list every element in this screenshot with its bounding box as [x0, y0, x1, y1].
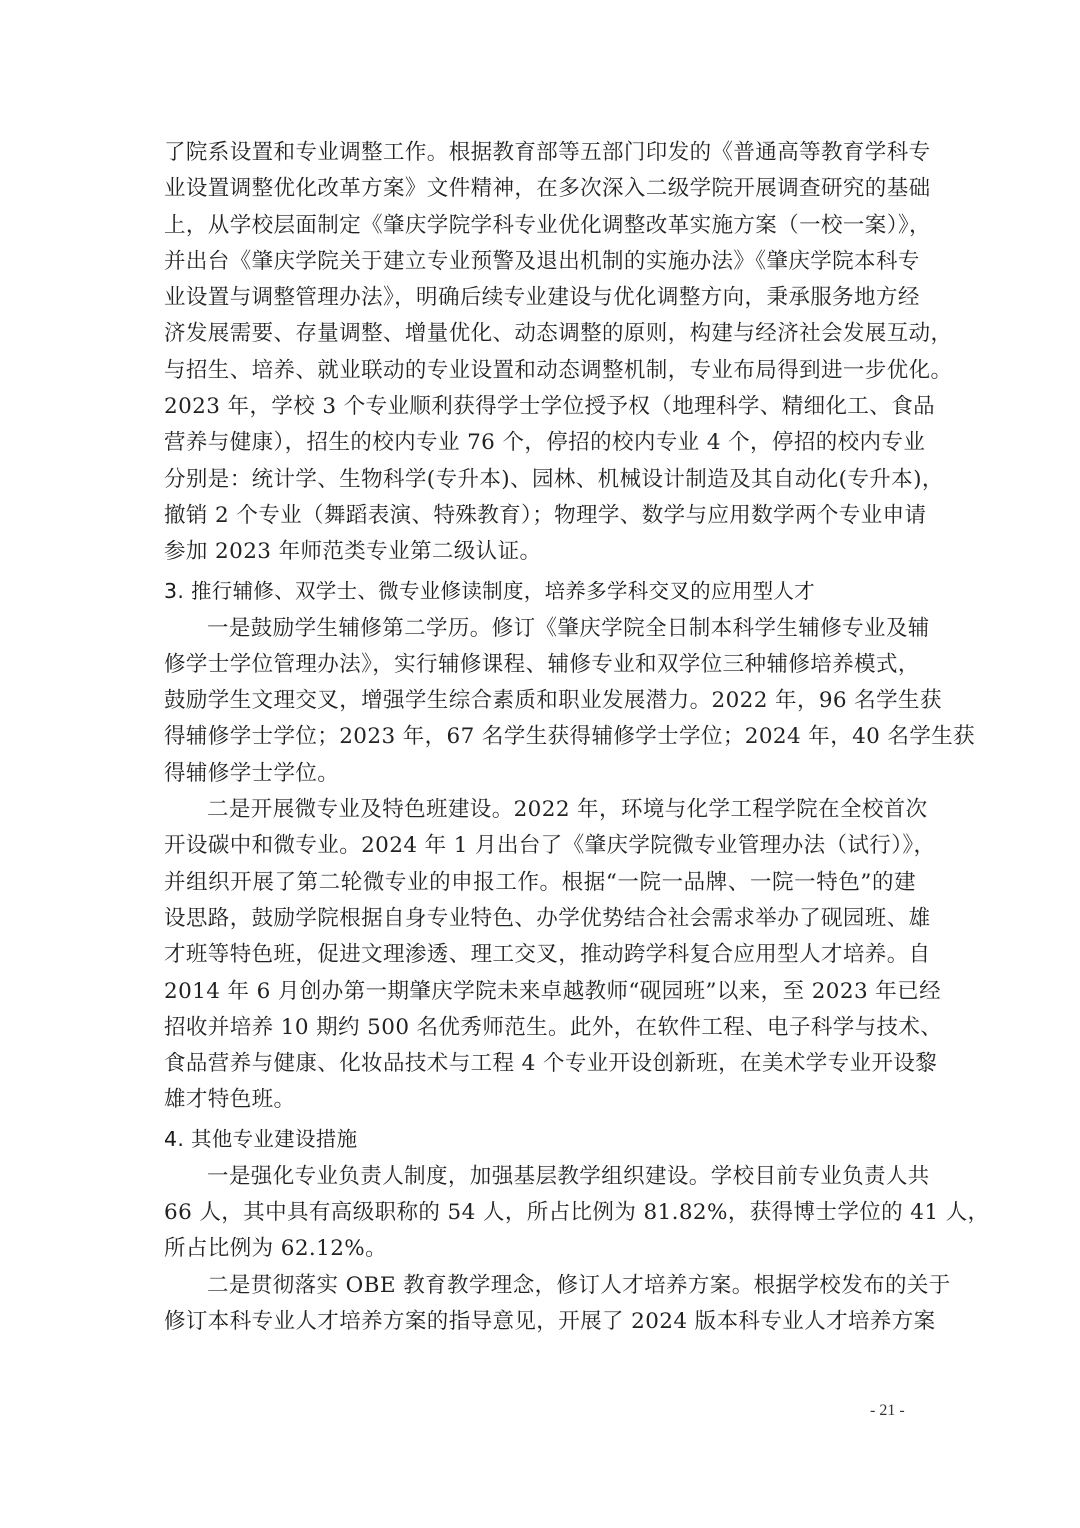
- paragraph-major-leaders: [164, 1159, 990, 1268]
- text-line: 鼓励学生文理交叉，增强学生综合素质和职业发展潜力。2022 年，96 名学生获: [164, 688, 942, 714]
- text-line: 二是贯彻落实 OBE 教育教学理念，修订人才培养方案。根据学校发布的关于: [207, 1272, 951, 1298]
- paragraph-major-adjustment: [164, 135, 953, 571]
- text-line: 66 人，其中具有高级职称的 54 人，所占比例为 81.82%，获得博士学位的 41 人，: [164, 1200, 990, 1226]
- text-line: 了院系设置和专业调整工作。根据教育部等五部门印发的《普通高等教育学科专: [164, 140, 931, 165]
- text-line: 并出台《肇庆学院关于建立专业预警及退出机制的实施办法》《肇庆学院本科专: [164, 248, 920, 274]
- paragraph-obe-training-plan: [164, 1268, 951, 1341]
- text-line: 招收并培养 10 期约 500 名优秀师范生。此外，在软件工程、电子科学与技术、: [164, 1014, 943, 1040]
- section-heading-4: 4. 其他专业建设措施: [164, 1126, 358, 1151]
- document-page: [164, 135, 990, 1340]
- text-line: 二是开展微专业及特色班建设。2022 年，环境与化学工程学院在全校首次: [207, 797, 928, 823]
- text-line: 2014 年 6 月创办第一期肇庆学院未来卓越教师“砚园班”以来，至 2023 年已经: [164, 978, 941, 1004]
- paragraph-minor-degree: [164, 611, 976, 792]
- text-line: 修学士学位管理办法》，实行辅修课程、辅修专业和双学位三种辅修培养模式，: [164, 651, 920, 677]
- text-line: 一是鼓励学生辅修第二学历。修订《肇庆学院全日制本科学生辅修专业及辅: [207, 615, 930, 641]
- text-line: 设思路，鼓励学院根据自身专业特色、办学优势结合社会需求举办了砚园班、雄: [164, 905, 931, 931]
- text-line: 业设置调整优化改革方案》文件精神，在多次深入二级学院开展调查研究的基础: [164, 176, 931, 202]
- text-line: 撤销 2 个专业（舞蹈表演、特殊教育）；物理学、数学与应用数学两个专业申请: [164, 502, 927, 528]
- text-line: 得辅修学士学位；2023 年，67 名学生获得辅修学士学位；2024 年，40 名学生获: [164, 724, 976, 750]
- text-line: 参加 2023 年师范类专业第二级认证。: [164, 539, 542, 565]
- section-heading-3: 3. 推行辅修、双学士、微专业修读制度，培养多学科交叉的应用型人才: [164, 578, 815, 603]
- text-line: 业设置与调整管理办法》，明确后续专业建设与优化调整方向，秉承服务地方经: [164, 285, 920, 311]
- paragraph-micro-major: [164, 792, 943, 1119]
- text-line: 济发展需要、存量调整、增量优化、动态调整的原则，构建与经济社会发展互动，: [164, 321, 953, 347]
- text-line: 雄才特色班。: [164, 1087, 296, 1113]
- text-line: 2023 年，学校 3 个专业顺利获得学士学位授予权（地理科学、精细化工、食品: [164, 394, 936, 420]
- page-number: - 21 -: [870, 1402, 905, 1419]
- text-line: 修订本科专业人才培养方案的指导意见，开展了 2024 版本科专业人才培养方案: [164, 1308, 936, 1334]
- text-line: 分别是：统计学、生物科学(专升本)、园林、机械设计制造及其自动化(专升本)，: [164, 466, 944, 492]
- text-line: 开设碳中和微专业。2024 年 1 月出台了《肇庆学院微专业管理办法（试行）》，: [164, 833, 936, 859]
- text-line: 与招生、培养、就业联动的专业设置和动态调整机制，专业布局得到进一步优化。: [164, 357, 953, 383]
- text-line: 得辅修学士学位。: [164, 760, 340, 786]
- text-line: 一是强化专业负责人制度，加强基层教学组织建设。学校目前专业负责人共: [207, 1163, 930, 1189]
- text-line: 营养与健康），招生的校内专业 76 个，停招的校内专业 4 个，停招的校内专业: [164, 430, 926, 456]
- text-line: 才班等特色班，促进文理渗透、理工交叉，推动跨学科复合应用型人才培养。自: [164, 942, 931, 968]
- text-line: 上，从学校层面制定《肇庆学院学科专业优化调整改革实施方案（一校一案）》，: [164, 212, 931, 238]
- text-line: 并组织开展了第二轮微专业的申报工作。根据“一院一品牌、一院一特色”的建: [164, 869, 916, 895]
- text-line: 食品营养与健康、化妆品技术与工程 4 个专业开设创新班，在美术学专业开设黎: [164, 1051, 938, 1077]
- text-line: 所占比例为 62.12%。: [164, 1236, 388, 1262]
